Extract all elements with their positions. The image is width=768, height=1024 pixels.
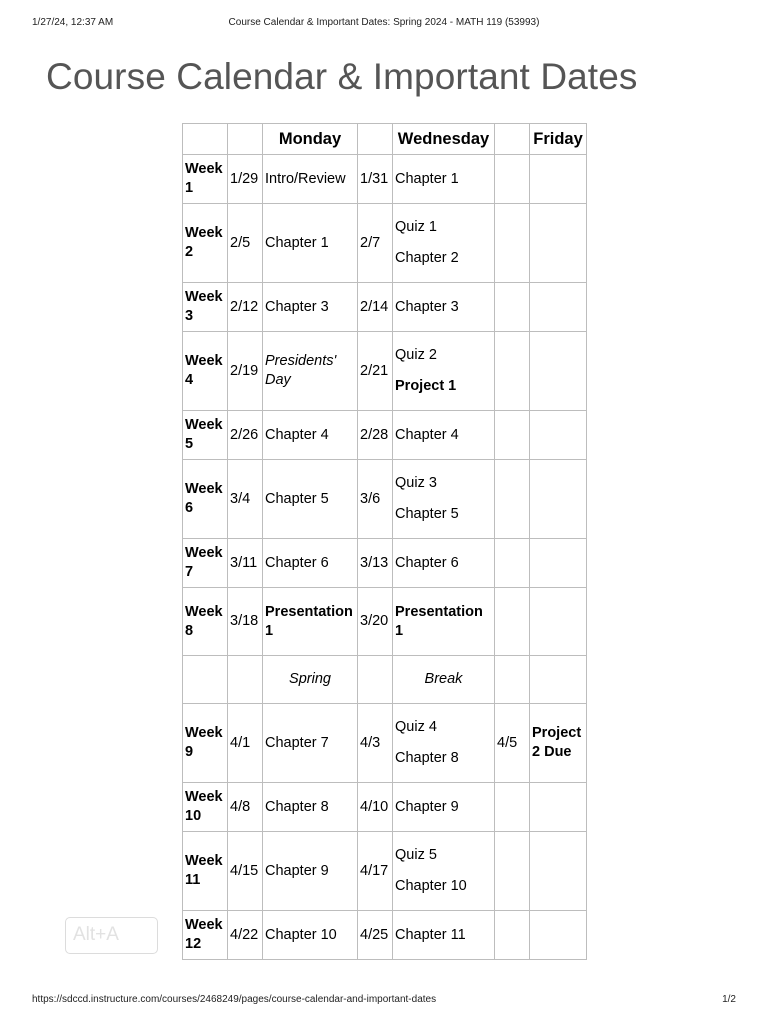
week-label: Week 5 bbox=[183, 411, 228, 460]
wednesday-quiz: Quiz 2 bbox=[395, 347, 437, 363]
week-label: Week 11 bbox=[183, 832, 228, 911]
wednesday-date: 4/17 bbox=[358, 832, 393, 911]
print-datetime: 1/27/24, 12:37 AM bbox=[32, 17, 114, 28]
friday-date bbox=[495, 911, 530, 960]
friday-project-due: Project 2 Due bbox=[530, 704, 587, 783]
wednesday-topic bbox=[393, 704, 495, 783]
friday-date: 4/5 bbox=[495, 704, 530, 783]
monday-date: 4/15 bbox=[228, 832, 263, 911]
column-header-monday: Monday bbox=[263, 124, 358, 155]
wednesday-quiz: Quiz 4 bbox=[395, 719, 437, 735]
friday-date bbox=[495, 656, 530, 704]
friday-topic bbox=[530, 539, 587, 588]
week-label: Week 12 bbox=[183, 911, 228, 960]
table-row bbox=[183, 832, 587, 911]
friday-date bbox=[495, 783, 530, 832]
wednesday-date: 3/6 bbox=[358, 460, 393, 539]
week-label: Week 3 bbox=[183, 283, 228, 332]
monday-topic: Chapter 1 bbox=[263, 204, 358, 283]
wednesday-date: 4/25 bbox=[358, 911, 393, 960]
wednesday-date: 3/13 bbox=[358, 539, 393, 588]
monday-topic: Chapter 7 bbox=[263, 704, 358, 783]
week-label: Week 1 bbox=[183, 155, 228, 204]
wednesday-chapter: Chapter 5 bbox=[395, 506, 459, 522]
friday-topic bbox=[530, 460, 587, 539]
wednesday-date: 2/21 bbox=[358, 332, 393, 411]
course-calendar-table bbox=[182, 123, 587, 960]
table-row bbox=[183, 283, 587, 332]
monday-date: 3/11 bbox=[228, 539, 263, 588]
monday-topic: Chapter 4 bbox=[263, 411, 358, 460]
week-label bbox=[183, 656, 228, 704]
wednesday-chapter: Chapter 8 bbox=[395, 750, 459, 766]
wednesday-date bbox=[358, 656, 393, 704]
wednesday-quiz: Quiz 3 bbox=[395, 475, 437, 491]
friday-date bbox=[495, 832, 530, 911]
monday-date: 2/5 bbox=[228, 204, 263, 283]
table-row bbox=[183, 783, 587, 832]
friday-topic bbox=[530, 411, 587, 460]
print-header bbox=[32, 17, 736, 31]
week-label: Week 10 bbox=[183, 783, 228, 832]
wednesday-date: 2/7 bbox=[358, 204, 393, 283]
friday-topic bbox=[530, 283, 587, 332]
friday-topic bbox=[530, 783, 587, 832]
monday-date: 3/18 bbox=[228, 588, 263, 656]
wednesday-quiz: Quiz 1 bbox=[395, 219, 437, 235]
wednesday-topic: Chapter 6 bbox=[393, 539, 495, 588]
friday-date bbox=[495, 204, 530, 283]
monday-date: 1/29 bbox=[228, 155, 263, 204]
column-header-wednesday-date bbox=[358, 124, 393, 155]
wednesday-topic bbox=[393, 332, 495, 411]
table-row bbox=[183, 911, 587, 960]
spring-label: Spring bbox=[263, 656, 358, 704]
page-title: Course Calendar & Important Dates bbox=[46, 56, 638, 97]
table-row bbox=[183, 155, 587, 204]
week-label: Week 2 bbox=[183, 204, 228, 283]
wednesday-topic: Chapter 9 bbox=[393, 783, 495, 832]
friday-topic bbox=[530, 832, 587, 911]
monday-topic: Chapter 10 bbox=[263, 911, 358, 960]
monday-date bbox=[228, 656, 263, 704]
friday-date bbox=[495, 411, 530, 460]
monday-date: 3/4 bbox=[228, 460, 263, 539]
column-header-monday-date bbox=[228, 124, 263, 155]
wednesday-date: 4/3 bbox=[358, 704, 393, 783]
table-row bbox=[183, 539, 587, 588]
print-footer bbox=[32, 994, 736, 1008]
wednesday-topic bbox=[393, 204, 495, 283]
page-url: https://sdccd.instructure.com/courses/2468249/pages/course-calendar-and-important-dates bbox=[32, 994, 437, 1005]
monday-date: 4/8 bbox=[228, 783, 263, 832]
week-label: Week 9 bbox=[183, 704, 228, 783]
friday-date bbox=[495, 539, 530, 588]
table-row bbox=[183, 332, 587, 411]
week-label: Week 4 bbox=[183, 332, 228, 411]
wednesday-presentation: Presentation 1 bbox=[393, 588, 495, 656]
monday-topic: Chapter 8 bbox=[263, 783, 358, 832]
break-label: Break bbox=[393, 656, 495, 704]
wednesday-quiz: Quiz 5 bbox=[395, 847, 437, 863]
column-header-wednesday: Wednesday bbox=[393, 124, 495, 155]
column-header-friday-date bbox=[495, 124, 530, 155]
week-label: Week 7 bbox=[183, 539, 228, 588]
week-label: Week 6 bbox=[183, 460, 228, 539]
monday-topic: Chapter 9 bbox=[263, 832, 358, 911]
monday-date: 2/12 bbox=[228, 283, 263, 332]
friday-date bbox=[495, 588, 530, 656]
monday-topic: Chapter 5 bbox=[263, 460, 358, 539]
column-header-week bbox=[183, 124, 228, 155]
print-page-title: Course Calendar & Important Dates: Spring 2024 - MATH 119 (53993) bbox=[228, 17, 540, 28]
monday-date: 2/26 bbox=[228, 411, 263, 460]
monday-topic: Chapter 3 bbox=[263, 283, 358, 332]
friday-topic bbox=[530, 656, 587, 704]
monday-topic: Intro/Review bbox=[263, 155, 358, 204]
week-label: Week 8 bbox=[183, 588, 228, 656]
table-row bbox=[183, 411, 587, 460]
wednesday-project: Project 1 bbox=[395, 378, 457, 394]
friday-topic bbox=[530, 911, 587, 960]
column-header-friday: Friday bbox=[530, 124, 587, 155]
wednesday-chapter: Chapter 10 bbox=[395, 878, 467, 894]
friday-topic bbox=[530, 204, 587, 283]
friday-topic bbox=[530, 588, 587, 656]
friday-topic bbox=[530, 332, 587, 411]
friday-date bbox=[495, 283, 530, 332]
friday-date bbox=[495, 155, 530, 204]
monday-holiday: Presidents' Day bbox=[263, 332, 358, 411]
monday-date: 4/1 bbox=[228, 704, 263, 783]
friday-date bbox=[495, 332, 530, 411]
wednesday-topic: Chapter 3 bbox=[393, 283, 495, 332]
table-row bbox=[183, 704, 587, 783]
table-row bbox=[183, 460, 587, 539]
wednesday-date: 1/31 bbox=[358, 155, 393, 204]
wednesday-date: 3/20 bbox=[358, 588, 393, 656]
friday-date bbox=[495, 460, 530, 539]
wednesday-chapter: Chapter 2 bbox=[395, 250, 459, 266]
wednesday-topic bbox=[393, 460, 495, 539]
table-row bbox=[183, 588, 587, 656]
alt-a-shortcut-button[interactable]: Alt+A bbox=[65, 917, 158, 954]
monday-date: 2/19 bbox=[228, 332, 263, 411]
wednesday-date: 2/14 bbox=[358, 283, 393, 332]
wednesday-date: 4/10 bbox=[358, 783, 393, 832]
table-header-row bbox=[183, 124, 587, 155]
wednesday-topic: Chapter 11 bbox=[393, 911, 495, 960]
table-row-spring-break bbox=[183, 656, 587, 704]
table-row bbox=[183, 204, 587, 283]
wednesday-date: 2/28 bbox=[358, 411, 393, 460]
friday-topic bbox=[530, 155, 587, 204]
wednesday-topic: Chapter 4 bbox=[393, 411, 495, 460]
page-number: 1/2 bbox=[722, 994, 736, 1005]
wednesday-topic: Chapter 1 bbox=[393, 155, 495, 204]
wednesday-topic bbox=[393, 832, 495, 911]
monday-date: 4/22 bbox=[228, 911, 263, 960]
monday-presentation: Presentation 1 bbox=[263, 588, 358, 656]
monday-topic: Chapter 6 bbox=[263, 539, 358, 588]
